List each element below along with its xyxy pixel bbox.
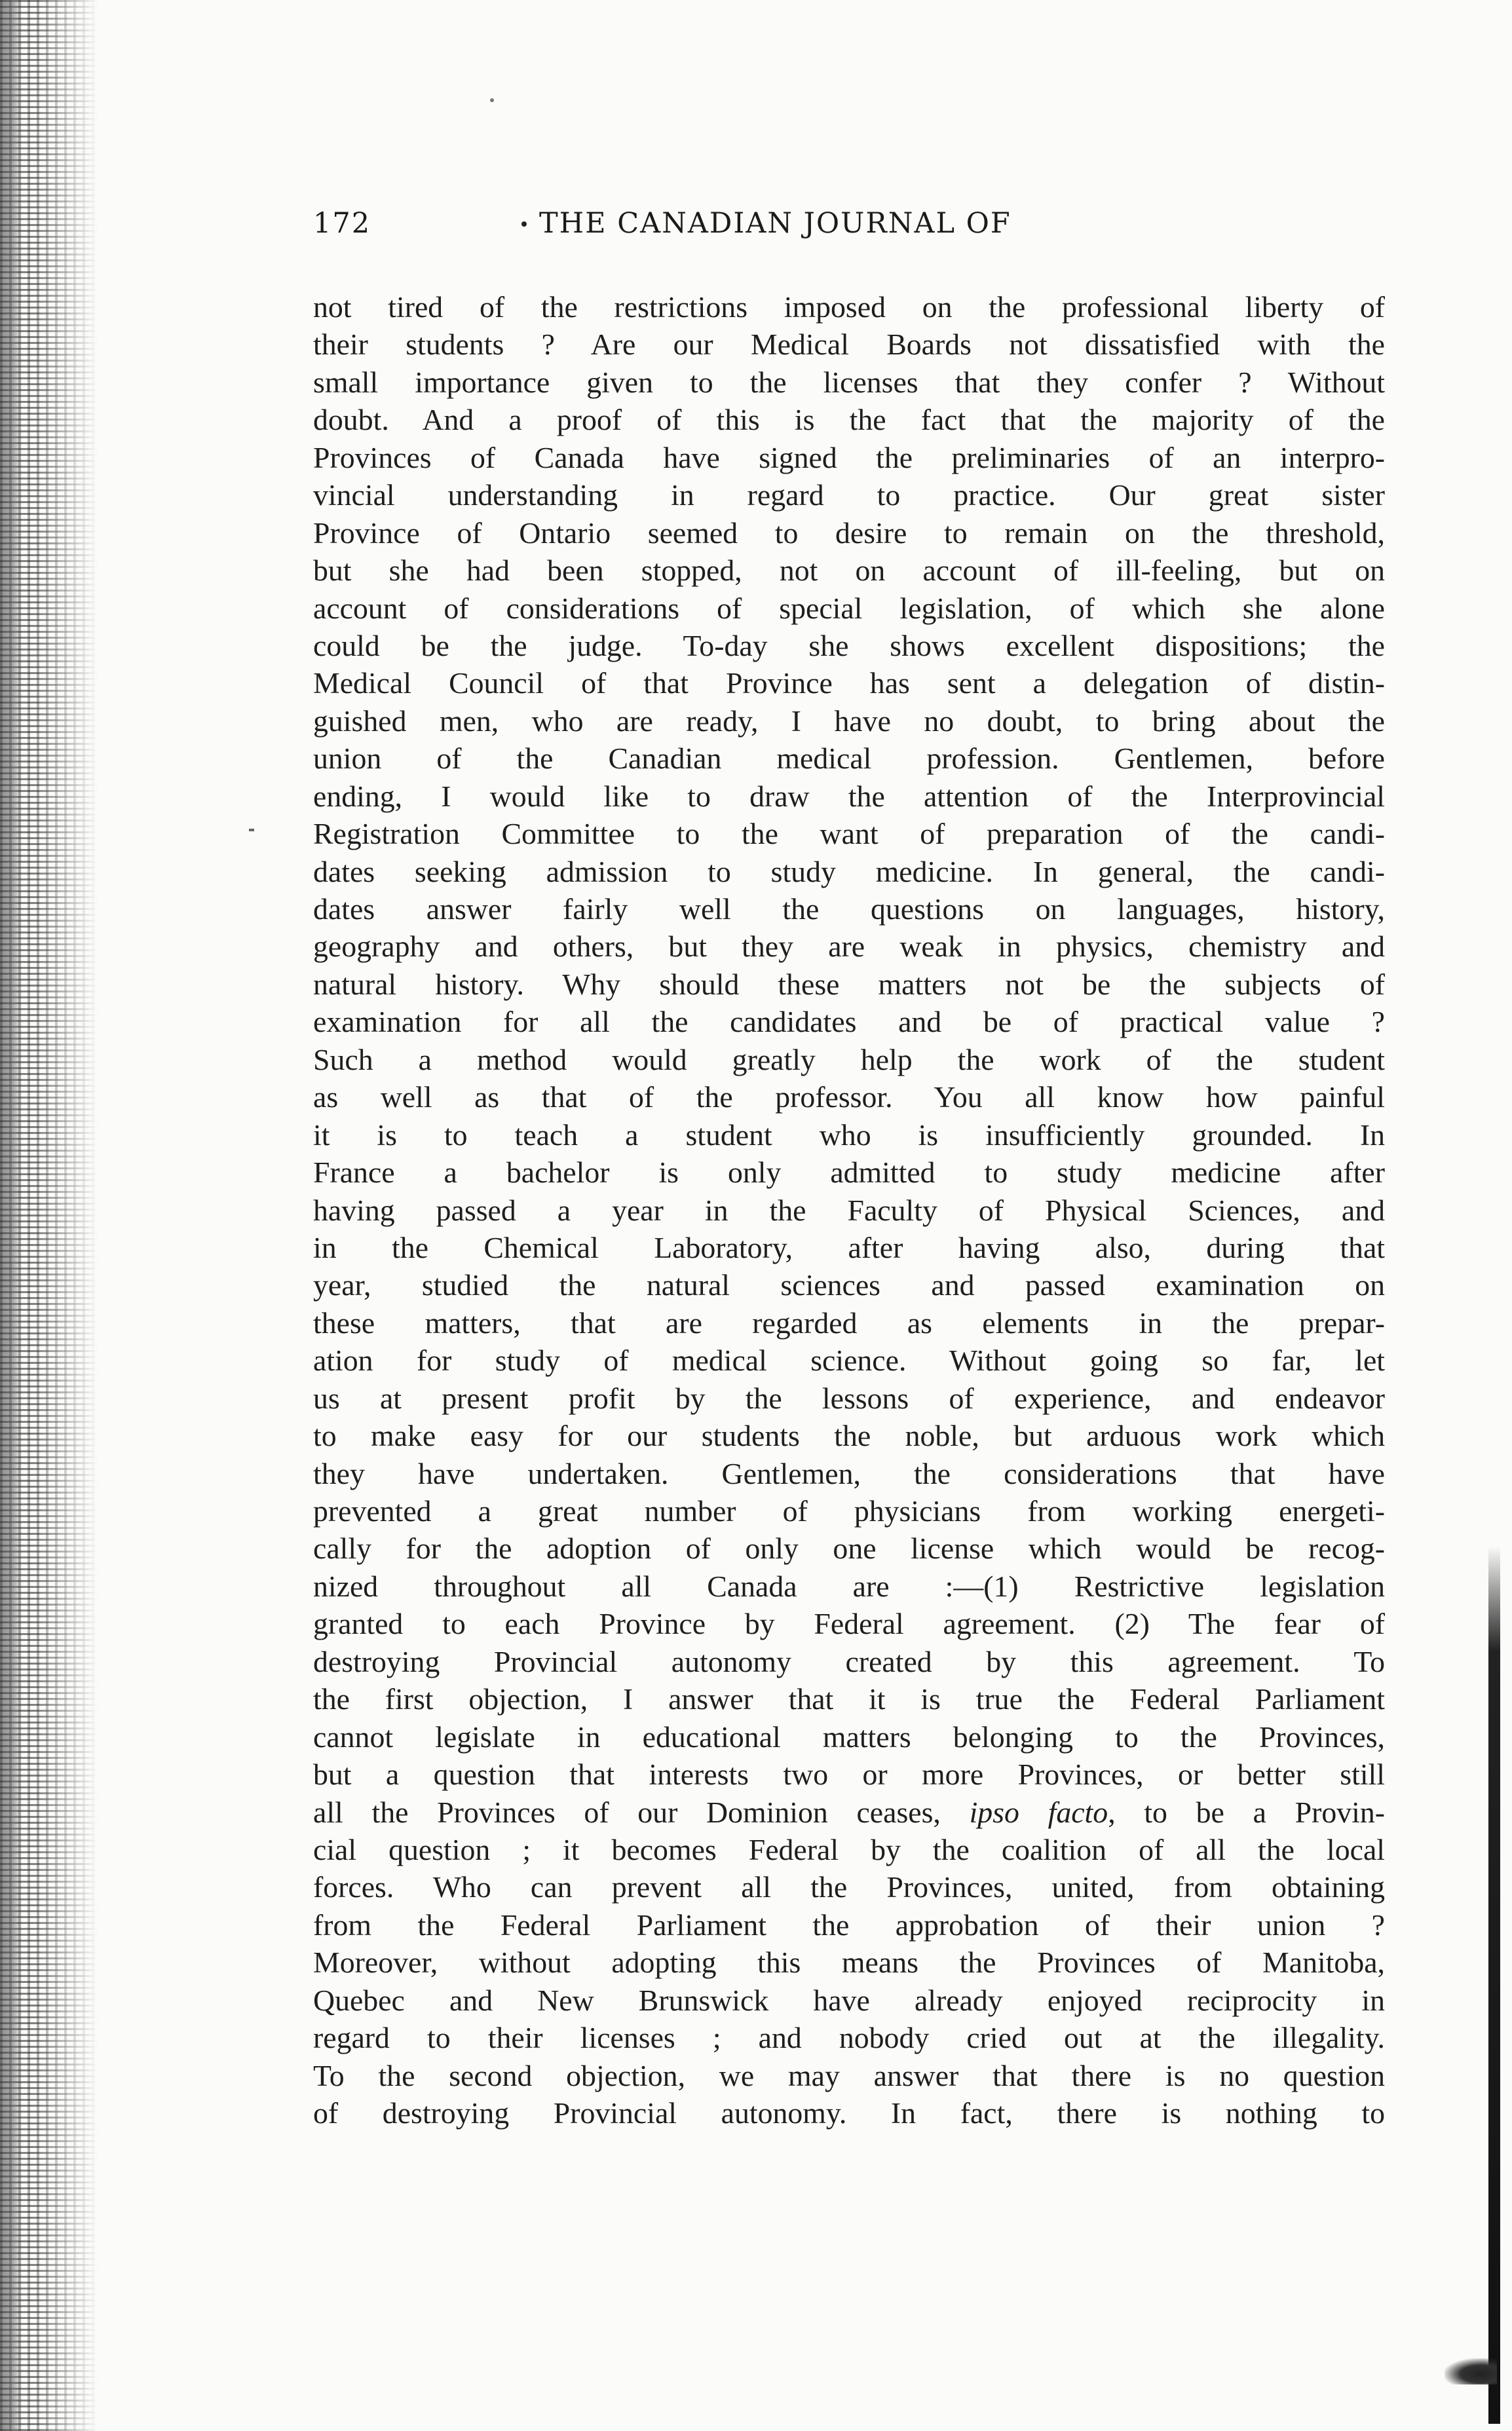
text-line: dates answer fairly well the questions on languages, history,: [313, 892, 1385, 926]
binding-edge-dark-strip: [0, 0, 22, 2431]
text-line: small importance given to the licenses that they confer ? Without: [313, 365, 1385, 399]
text-line: natural history. Why should these matters not be the subjects of: [313, 967, 1385, 1001]
text-line: ation for study of medical science. Without going so far, let: [313, 1344, 1385, 1378]
text-line: vincial understanding in regard to practice. Our great sister: [313, 478, 1385, 512]
text-line: they have undertaken. Gentlemen, the considerations that have: [313, 1456, 1385, 1490]
text-line: cally for the adoption of only one license which would be recog-: [313, 1532, 1385, 1566]
text-line: cial question ; it becomes Federal by the coalition of all the local: [313, 1832, 1385, 1866]
text-line: these matters, that are regarded as elements in the prepar-: [313, 1306, 1385, 1340]
journal-title: THE CANADIAN JOURNAL OF: [539, 207, 1011, 240]
text-line: To the second objection, we may answer that there is no question: [313, 2058, 1385, 2092]
text-line: guished men, who are ready, I have no doubt, to bring about the: [313, 704, 1385, 738]
text-line: granted to each Province by Federal agreement. (2) The fear of: [313, 1607, 1385, 1641]
text-line: dates seeking admission to study medicine. In general, the candi-: [313, 854, 1385, 888]
text-line: union of the Canadian medical profession. Gentlemen, before: [313, 742, 1385, 776]
text-line: Provinces of Canada have signed the preliminaries of an interpro-: [313, 440, 1385, 474]
text-line: not tired of the restrictions imposed on the professional liberty of: [313, 290, 1385, 324]
text-line: Medical Council of that Province has sent a delegation of distin-: [313, 666, 1385, 700]
text-line: could be the judge. To-day she shows excellent dispositions; the: [313, 628, 1385, 662]
text-line: but a question that interests two or more Provinces, or better still: [313, 1758, 1385, 1792]
page-number: 172: [313, 207, 371, 240]
text-line: ending, I would like to draw the attention of the Interprovincial: [313, 779, 1385, 813]
text-line: prevented a great number of physicians from working energeti-: [313, 1494, 1385, 1528]
text-line: forces. Who can prevent all the Provinces, united, from obtaining: [313, 1870, 1385, 1904]
text-line: year, studied the natural sciences and passed examination on: [313, 1268, 1385, 1302]
text-line: Province of Ontario seemed to desire to remain on the threshold,: [313, 516, 1385, 550]
text-line: destroying Provincial autonomy created by this agreement. To: [313, 1644, 1385, 1678]
text-line: France a bachelor is only admitted to study medicine after: [313, 1156, 1385, 1190]
text-line: having passed a year in the Faculty of Physical Sciences, and: [313, 1193, 1385, 1227]
text-line: doubt. And a proof of this is the fact that the majority of the: [313, 403, 1385, 437]
stray-mark: [249, 829, 254, 831]
text-line: nized throughout all Canada are :—(1) Restrictive legislation: [313, 1569, 1385, 1603]
text-line: to make easy for our students the noble, but arduous work which: [313, 1419, 1385, 1453]
text-line: but she had been stopped, not on account of ill-feeling, but on: [313, 554, 1385, 588]
text-line: from the Federal Parliament the approbation of their union ?: [313, 1908, 1385, 1942]
text-line: geography and others, but they are weak in physics, chemistry and: [313, 930, 1385, 964]
text-line: regard to their licenses ; and nobody cried out at the illegality.: [313, 2021, 1385, 2055]
running-head: [313, 207, 1427, 246]
text-line: it is to teach a student who is insufficiently grounded. In: [313, 1118, 1385, 1152]
text-line: Registration Committee to the want of preparation of the candi-: [313, 817, 1385, 851]
text-line: us at present profit by the lessons of experience, and endeavor: [313, 1381, 1385, 1415]
text-line: Quebec and New Brunswick have already enjoyed reciprocity in: [313, 1983, 1385, 2017]
stray-speck: [490, 98, 494, 102]
text-line: their students ? Are our Medical Boards not dissatisfied with the: [313, 328, 1385, 362]
bullet-dot: [521, 221, 527, 227]
text-line: examination for all the candidates and be of practical value ?: [313, 1005, 1385, 1039]
text-line: as well as that of the professor. You all know how painful: [313, 1080, 1385, 1114]
text-line: cannot legislate in educational matters belonging to the Provinces,: [313, 1720, 1385, 1754]
article-body: [313, 288, 1385, 2132]
right-edge-scan-mark: [1488, 1546, 1500, 2424]
text-line: of destroying Provincial autonomy. In fact, there is nothing to: [313, 2096, 1385, 2130]
text-line: all the Provinces of our Dominion ceases, ipso facto, to be a Provin-: [313, 1795, 1385, 1829]
italic-phrase: ipso facto: [969, 1795, 1108, 1829]
bottom-right-scan-blot: [1445, 2358, 1497, 2384]
text-line: Such a method would greatly help the work of the student: [313, 1042, 1385, 1076]
text-line: the first objection, I answer that it is true the Federal Parliament: [313, 1682, 1385, 1716]
text-line: Moreover, without adopting this means the Provinces of Manitoba,: [313, 1946, 1385, 1980]
text-line: account of considerations of special legislation, of which she alone: [313, 591, 1385, 625]
text-line: in the Chemical Laboratory, after having also, during that: [313, 1230, 1385, 1264]
